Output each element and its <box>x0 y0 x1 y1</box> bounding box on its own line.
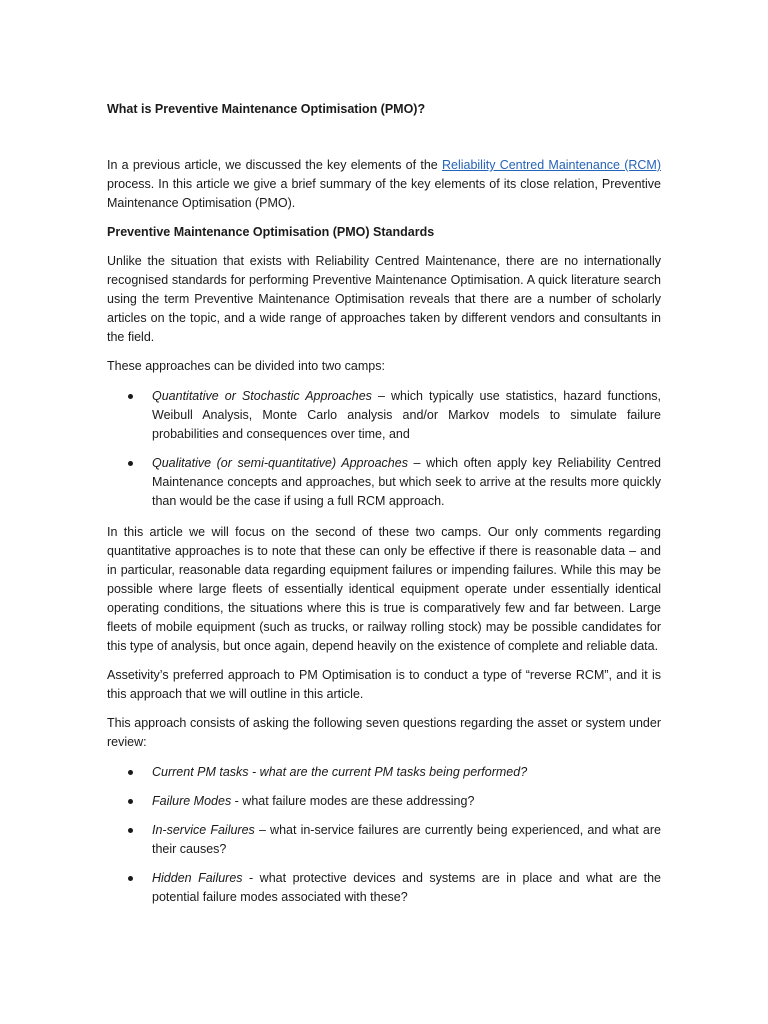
questions-intro: This approach consists of asking the following seven questions regarding the asset or system under review: <box>107 716 661 749</box>
bullet-icon <box>128 799 133 804</box>
question-description: – what in-service failures are currently being experienced, and what are their causes? <box>152 823 661 856</box>
list-item <box>107 454 661 511</box>
bullet-icon <box>128 770 133 775</box>
camp-description: – which often apply key Reliability Centred Maintenance concepts and approaches, but which seek to arrive at the results more quickly than would be the case if using a full RCM approach. <box>152 456 661 508</box>
list-item <box>107 821 661 859</box>
bullet-icon <box>128 394 133 399</box>
camps-intro: These approaches can be divided into two camps: <box>107 359 385 373</box>
rcm-article-link[interactable]: Reliability Centred Maintenance (RCM) <box>441 158 662 172</box>
question-term: Hidden Failures <box>152 871 243 885</box>
focus-paragraph: In this article we will focus on the second of these two camps. Our only comments regarding quantitative approaches is to note that these can only be effective if there is reasonable data – and in particular, reasonable data regarding equipment failures or impending failures. While this may be possible where large fleets of essentially identical equipment operate under essentially identical operating conditions, the situations where this is true is comparatively few and far between. Large fleets of mobile equipment (such as trucks, or railway rolling stock) may be possible candidates for this type of analysis, but once again, depend heavily on the existence of complete and reliable data. <box>107 525 661 653</box>
question-term: Current PM tasks <box>152 765 249 779</box>
list-item <box>107 763 661 782</box>
standards-paragraph: Unlike the situation that exists with Reliability Centred Maintenance, there are no internationally recognised standards for performing Preventive Maintenance Optimisation. A quick literature search using the term Preventive Maintenance Optimisation reveals that there are a number of scholarly articles on the topic, and a wide range of approaches taken by different vendors and consultants in the field. <box>107 254 661 344</box>
list-item <box>107 869 661 907</box>
bullet-icon <box>128 876 133 881</box>
intro-text-start: In a previous article, we discussed the key elements of the <box>107 158 442 172</box>
questions-list <box>107 763 661 907</box>
list-item <box>107 387 661 444</box>
list-item <box>107 792 661 811</box>
question-description: - what protective devices and systems are in place and what are the potential failure modes associated with these? <box>152 871 661 904</box>
intro-text-end: process. In this article we give a brief summary of the key elements of its close relation, Preventive Maintenance Optimisation (PMO). <box>107 177 661 210</box>
standards-heading: Preventive Maintenance Optimisation (PMO) Standards <box>107 225 435 239</box>
question-description: - what failure modes are these addressing? <box>231 794 475 808</box>
bullet-icon <box>128 461 133 466</box>
camp-term: Quantitative or Stochastic Approaches <box>152 389 372 403</box>
question-description: - what are the current PM tasks being performed? <box>248 765 528 779</box>
camp-term: Qualitative (or semi-quantitative) Approaches <box>152 456 408 470</box>
question-term: Failure Modes <box>152 794 232 808</box>
article-body <box>107 100 661 907</box>
bullet-icon <box>128 828 133 833</box>
camps-list <box>107 387 661 511</box>
question-term: In-service Failures <box>152 823 255 837</box>
article-title: What is Preventive Maintenance Optimisation (PMO)? <box>107 102 426 116</box>
approach-paragraph: Assetivity’s preferred approach to PM Optimisation is to conduct a type of “reverse RCM”, and it is this approach that we will outline in this article. <box>107 668 661 701</box>
camp-description: – which typically use statistics, hazard functions, Weibull Analysis, Monte Carlo analysis and/or Markov models to simulate failure probabilities and consequences over time, and <box>152 389 661 441</box>
intro-paragraph <box>107 156 661 213</box>
